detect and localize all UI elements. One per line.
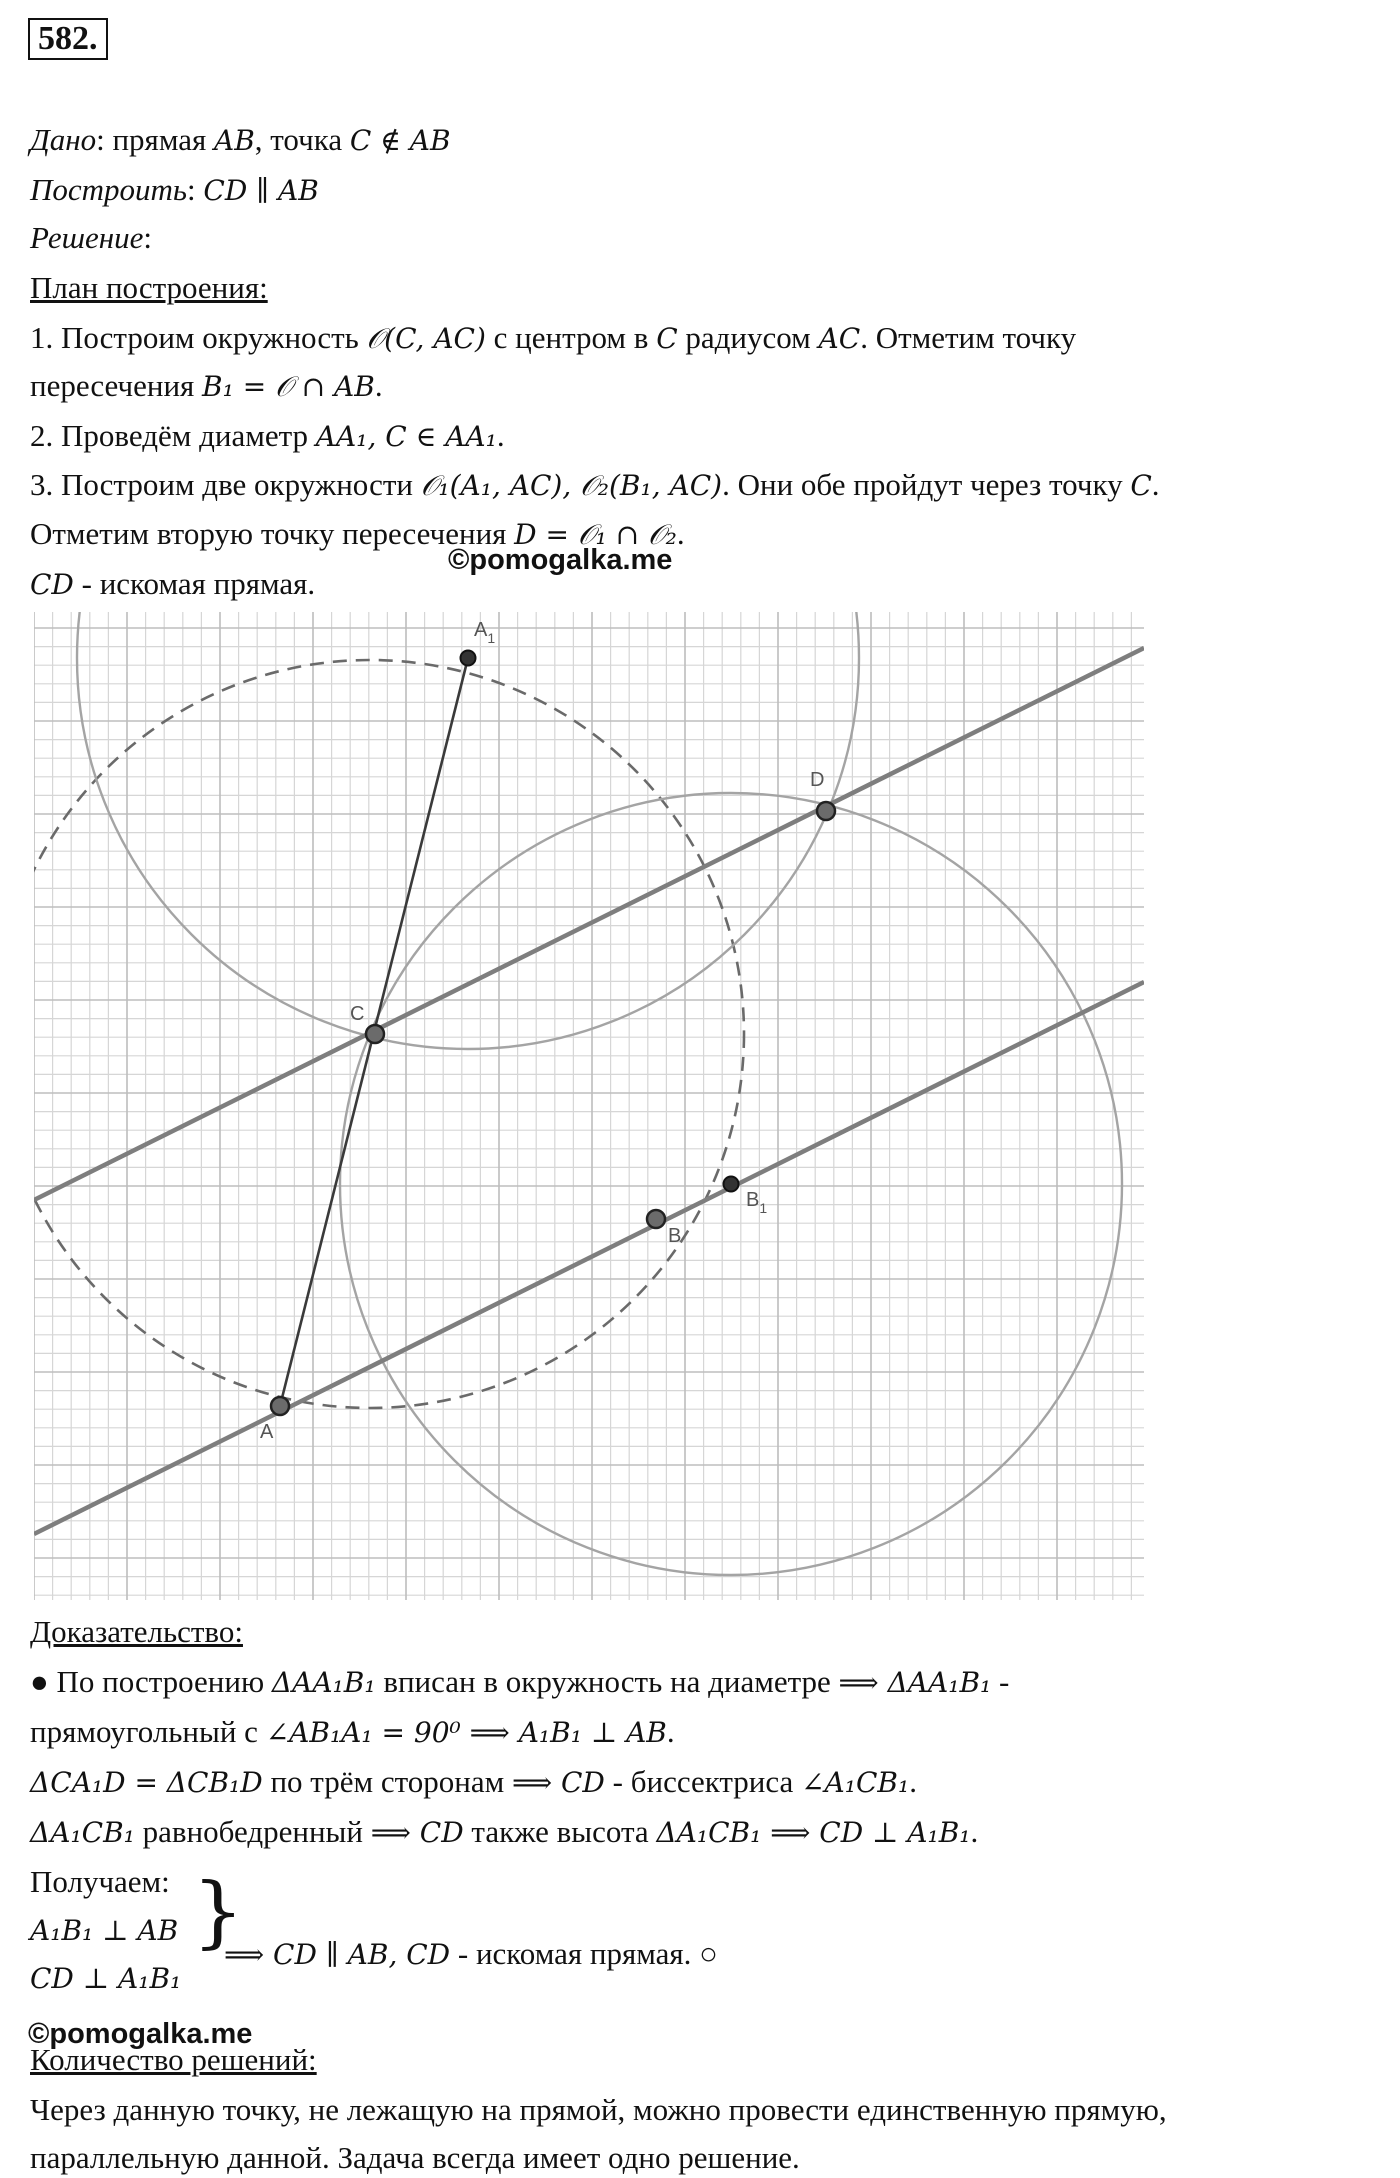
result-text: - искомая прямая. xyxy=(73,566,316,601)
result-line-cd: CD xyxy=(30,568,74,601)
proof-l3-angle: ∠A₁CB₁ xyxy=(801,1766,910,1799)
point-A1 xyxy=(461,651,476,666)
proof-l3-b: по трём сторонам xyxy=(262,1764,512,1799)
conclusion-formula: ⟹ CD ∥ AB, CD xyxy=(224,1938,451,1971)
construction-figure xyxy=(34,612,1144,1600)
point-C xyxy=(366,1025,384,1043)
step1-text-a: 1. Построим окружность xyxy=(30,320,367,355)
step1-line2-text: пересечения xyxy=(30,368,203,403)
proof-l4-dot: . xyxy=(970,1814,979,1849)
proof-l1-dash: - xyxy=(991,1664,1010,1699)
figure-labels xyxy=(260,619,824,1443)
step1-intersection: B₁ = 𝒪 ∩ AB xyxy=(202,370,375,403)
label-B: B xyxy=(668,1225,682,1247)
proof-line-3 xyxy=(30,1762,917,1803)
proof-l4-triangle: ΔA₁CB₁ xyxy=(30,1816,135,1849)
step2-dot: . xyxy=(496,418,505,453)
construct-label: Построить xyxy=(30,172,188,207)
proof-line-5: Получаем: xyxy=(30,1864,170,1899)
proof-heading: Доказательство: xyxy=(30,1614,243,1649)
proof-l2-a: прямоугольный с xyxy=(30,1714,266,1749)
step1-text-g: . Отметим точку xyxy=(860,320,1077,355)
construct-line xyxy=(30,170,319,211)
step1-line2-dot: . xyxy=(374,368,383,403)
plan-heading: План построения: xyxy=(30,270,268,305)
proof-l3-dot: . xyxy=(909,1764,917,1799)
proof-line-2 xyxy=(30,1712,675,1753)
label-B1: $B_1$ xyxy=(746,1189,768,1216)
given-comma: , точка xyxy=(254,122,350,157)
step1-radius: AC xyxy=(818,322,861,355)
step3-intersection: D = 𝒪₁ ∩ 𝒪₂ xyxy=(514,518,677,551)
line-CD xyxy=(34,648,1144,1200)
system-perp-1: A₁B₁ ⊥ AB xyxy=(30,1914,179,1947)
proof-conclusion xyxy=(224,1934,718,1975)
proof-l2-dot: . xyxy=(666,1714,675,1749)
plan-step-1 xyxy=(30,318,1076,359)
solution-colon: : xyxy=(143,220,152,255)
given-cond: C ∉ AB xyxy=(349,124,451,157)
step3-line2-text: Отметим вторую точку пересечения xyxy=(30,516,515,551)
construct-text: : xyxy=(187,172,204,207)
plan-step-3 xyxy=(30,465,1160,506)
plan-step-1-line-2 xyxy=(30,366,383,407)
proof-l4-implies: ⟹ CD xyxy=(370,1816,464,1849)
step3-line2-dot: . xyxy=(676,516,685,551)
label-C: C xyxy=(350,1003,365,1025)
proof-l1-a: ● По построению xyxy=(30,1664,272,1699)
point-D xyxy=(817,802,835,820)
step3-text-a: 3. Построим две окружности xyxy=(30,467,421,502)
step1-text-c: с центром в xyxy=(485,320,657,355)
watermark-bottom: ©pomogalka.me xyxy=(28,2018,253,2050)
system-brace: } xyxy=(192,1867,245,1958)
given-label: Дано xyxy=(30,122,97,157)
given-line-ab: AB xyxy=(214,124,255,157)
step2-diameter: AA₁, C ∈ AA₁ xyxy=(315,420,497,453)
proof-l4-e: ΔA₁CB₁ ⟹ CD ⊥ A₁B₁ xyxy=(656,1816,971,1849)
label-A: A xyxy=(260,1421,274,1443)
label-D: D xyxy=(810,769,825,791)
problem-number: 582. xyxy=(28,18,108,60)
proof-l4-d: также высота xyxy=(463,1814,657,1849)
proof-l1-implies: ⟹ ΔAA₁B₁ xyxy=(838,1666,992,1699)
conclusion-text: - искомая прямая. ○ xyxy=(450,1936,718,1971)
count-heading: Количество решений: xyxy=(30,2042,317,2077)
proof-l4-b: равнобедренный xyxy=(134,1814,371,1849)
proof-l1-triangle: ΔAA₁B₁ xyxy=(271,1666,376,1699)
proof-l3-d: - биссектриса xyxy=(604,1764,802,1799)
point-B1 xyxy=(724,1177,739,1192)
given-text: : прямая xyxy=(96,122,214,157)
proof-l3-implies: ⟹ CD xyxy=(511,1766,605,1799)
step2-text: 2. Проведём диаметр xyxy=(30,418,316,453)
proof-l2-angle: ∠AB₁A₁ = 90⁰ ⟹ A₁B₁ ⊥ AB xyxy=(265,1716,667,1749)
system-perp-2: CD ⊥ A₁B₁ xyxy=(30,1962,182,1995)
step3-dot: . xyxy=(1151,467,1160,502)
watermark-top: ©pomogalka.me xyxy=(448,544,673,576)
system-line-1 xyxy=(30,1910,178,1951)
step1-center: C xyxy=(656,322,678,355)
step3-circles: 𝒪₁(A₁, AC), 𝒪₂(B₁, AC) xyxy=(420,469,723,502)
step3-point: C xyxy=(1130,469,1152,502)
proof-l1-c: вписан в окружность на диаметре xyxy=(375,1664,839,1699)
construct-cond: CD ∥ AB xyxy=(203,174,319,207)
plan-step-2 xyxy=(30,416,505,457)
step1-circle: 𝒪(C, AC) xyxy=(366,322,486,355)
proof-line-1 xyxy=(30,1662,1009,1703)
solution-line xyxy=(30,218,152,258)
proof-line-4 xyxy=(30,1812,978,1853)
line-AB xyxy=(34,982,1144,1534)
step1-text-e: радиусом xyxy=(677,320,819,355)
step3-text-c: . Они обе пройдут через точку xyxy=(722,467,1131,502)
given-line xyxy=(30,120,451,161)
label-A1: $A_1$ xyxy=(474,619,496,646)
count-line-1: Через данную точку, не лежащую на прямой, можно провести единственную прямую, xyxy=(30,2092,1167,2127)
point-B xyxy=(647,1210,665,1228)
solution-label: Решение xyxy=(30,220,144,255)
system-line-2 xyxy=(30,1958,181,1999)
circle-O-center-C xyxy=(34,660,744,1408)
count-line-2: параллельную данной. Задача всегда имеет одно решение. xyxy=(30,2140,800,2175)
point-A xyxy=(271,1397,289,1415)
proof-l3-equality: ΔCA₁D = ΔCB₁D xyxy=(30,1766,263,1799)
plan-result xyxy=(30,564,315,605)
